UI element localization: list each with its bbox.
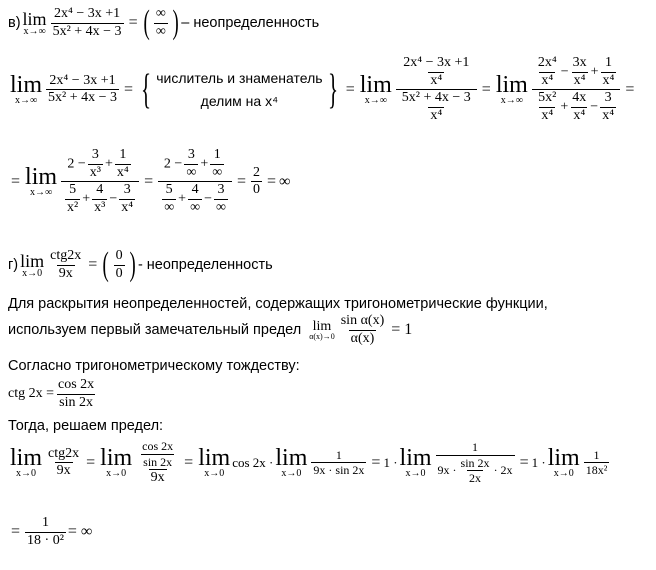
compound-fraction: $\frac{\frac{\cos 2x}{\sin 2x}}{9x}$ — [142, 439, 174, 486]
part-v-label: в) — [8, 15, 21, 31]
limit: lim α(x)→0 — [309, 318, 335, 341]
fraction: 1 9x · $\frac{\sin 2x}{2x}$ · 2x — [437, 440, 513, 486]
part-v-step-2: = lim x→∞ 2 − $\frac{3}{\text{x³}}$ + $\frac{1}{\text{x⁴}}$ $\frac{5}{\text{x²}}$ + $\frac{4}{\text{x³}}$ − $\frac{3}{\text{x⁴}}$ = 2 − $\frac{3}{\infty}$ + $\frac{1}{\infty}$ $\frac{5}{\infty}$ + $\frac{4}{\infty}$ − $\frac{3}{\infty}$ = $\frac{2}{0}$ = ∞ — [11, 147, 291, 216]
limit: lim x→0 — [198, 445, 231, 480]
part-g-solution: lim x→0 $\frac{\text{ctg2x}}{9x}$ = lim x→0 $\frac{\frac{\cos 2x}{\sin 2x}}{9x}$ = lim x→0 cos 2x · lim x→0 $\frac{1}{9x \cdot \sin 2x}$ = 1 · lim x→0 1 9x · $\frac{\sin 2x}{2x}$ · 2x = 1 · lim x→0 $\frac{1}{\text{18x²}}$ — [10, 439, 608, 486]
fraction: $\frac{1}{9x \cdot \sin 2x}$ — [313, 447, 365, 478]
indeterminate-label: – неопределенность — [181, 15, 320, 31]
fraction: $\frac{1}{\text{18x²}}$ — [585, 447, 608, 478]
fraction: $\frac{\text{2x⁴ − 3x +1}}{\text{5x² + 4x − 3}}$ — [52, 5, 122, 39]
fraction: $\frac{\text{2x⁴ − 3x +1}}{\text{5x² + 4x − 3}}$ — [48, 72, 118, 106]
wonderful-limit-line: используем первый замечательный предел lim α(x)→0 $\frac{\text{sin α(x)}}{\alpha(x)}$ = 1 — [8, 313, 413, 346]
limit: lim x→0 — [547, 445, 580, 480]
limit: lim x→0 — [10, 445, 43, 480]
fraction: $\frac{\cos 2x}{\sin 2x}$ — [58, 377, 95, 410]
fraction: $\frac{\text{sin α(x)}}{\alpha(x)}$ — [340, 313, 385, 346]
limit: lim x→∞ — [10, 72, 43, 107]
result: = ∞ — [67, 523, 93, 541]
fraction: $\frac{\text{ctg2x}}{9x}$ — [48, 445, 80, 479]
limit: lim x→∞ — [25, 164, 58, 199]
compound-fraction: $\frac{\frac{\text{2x⁴ − 3x +1}}{\text{x⁴}}}{\frac{\text{5x² + 4x − 3}}{\text{x⁴}}}$ — [396, 56, 477, 124]
part-g-header: г) lim x→0 $\frac{\text{ctg2x}}{9x}$ = ( $\frac{0}{0}$ ) - неопределенность — [8, 246, 273, 283]
fraction: 2 − $\frac{3}{\text{x³}}$ + $\frac{1}{\text{x⁴}}$ $\frac{5}{\text{x²}}$ + $\frac{4}{\text{x³}}$ − $\frac{3}{\text{x⁴}}$ — [61, 148, 139, 216]
fraction: $\frac{\text{ctg2x}}{9x}$ — [50, 247, 82, 281]
paragraph: Согласно тригонометрическому тождеству: — [8, 358, 300, 374]
paragraph: Тогда, решаем предел: — [8, 418, 164, 434]
part-v-step-1: lim x→∞ $\frac{\text{2x⁴ − 3x +1}}{\text{5x² + 4x − 3}}$ = { числитель и знаменатель делим на x⁴ } = lim x→∞ $\frac{\frac{\text{2x⁴ − 3x +1}}{\text{x⁴}}}{\frac{\text{5x² + 4x − 3}}{\text{x⁴}}}$ = lim x→∞ $\frac{\text{2x⁴}}{\text{x⁴}}$ − $\frac{3x}{\text{x⁴}}$ + $\frac{1}{\text{x⁴}}$ $\frac{\text{5x²}}{\text{x⁴}}$ + $\frac{4x}{\text{x⁴}}$ − $\frac{3}{\text{x⁴}}$ = — [10, 55, 635, 124]
part-v-header: в) lim x→∞ $\frac{\text{2x⁴ − 3x +1}}{\text{5x² + 4x − 3}}$ = ( $\frac{\infty}{\infty}$ ) – неопределенность — [8, 4, 320, 41]
limit: lim x→∞ — [22, 8, 47, 37]
result: ∞ — [279, 172, 291, 190]
substituted-fraction: 2 − $\frac{3}{\infty}$ + $\frac{1}{\infty}$ $\frac{5}{\infty}$ + $\frac{4}{\infty}$ − $\frac{3}{\infty}$ — [158, 148, 232, 216]
fraction: $\frac{1}{\text{18 · 0²}}$ — [27, 515, 64, 548]
limit: lim x→∞ — [495, 72, 528, 107]
part-g-result: = $\frac{1}{\text{18 · 0²}}$ = ∞ — [11, 515, 93, 548]
indeterminate-label: - неопределенность — [137, 257, 273, 273]
identity: ctg 2x = $\frac{\cos 2x}{\sin 2x}$ — [8, 377, 95, 410]
limit: lim x→0 — [275, 445, 308, 480]
limit: lim x→∞ — [359, 72, 392, 107]
limit: lim x→0 — [399, 445, 432, 480]
indeterminate-fraction: $\frac{0}{0}$ — [115, 247, 123, 281]
part-g-label: г) — [8, 257, 19, 273]
limit: lim x→0 — [100, 445, 133, 480]
termwise-fraction: $\frac{\text{2x⁴}}{\text{x⁴}}$ − $\frac{3x}{\text{x⁴}}$ + $\frac{1}{\text{x⁴}}$ $\frac{\text{5x²}}{\text{x⁴}}$ + $\frac{4x}{\text{x⁴}}$ − $\frac{3}{\text{x⁴}}$ — [532, 56, 621, 124]
fraction: $\frac{2}{0}$ — [252, 164, 260, 198]
brace-note: числитель и знаменатель делим на x⁴ — [156, 70, 323, 109]
limit: lim x→0 — [20, 250, 45, 279]
paragraph: Для раскрытия неопределенностей, содержащих тригонометрические функции, — [8, 296, 548, 312]
indeterminate-fraction: $\frac{\infty}{\infty}$ — [155, 5, 166, 39]
